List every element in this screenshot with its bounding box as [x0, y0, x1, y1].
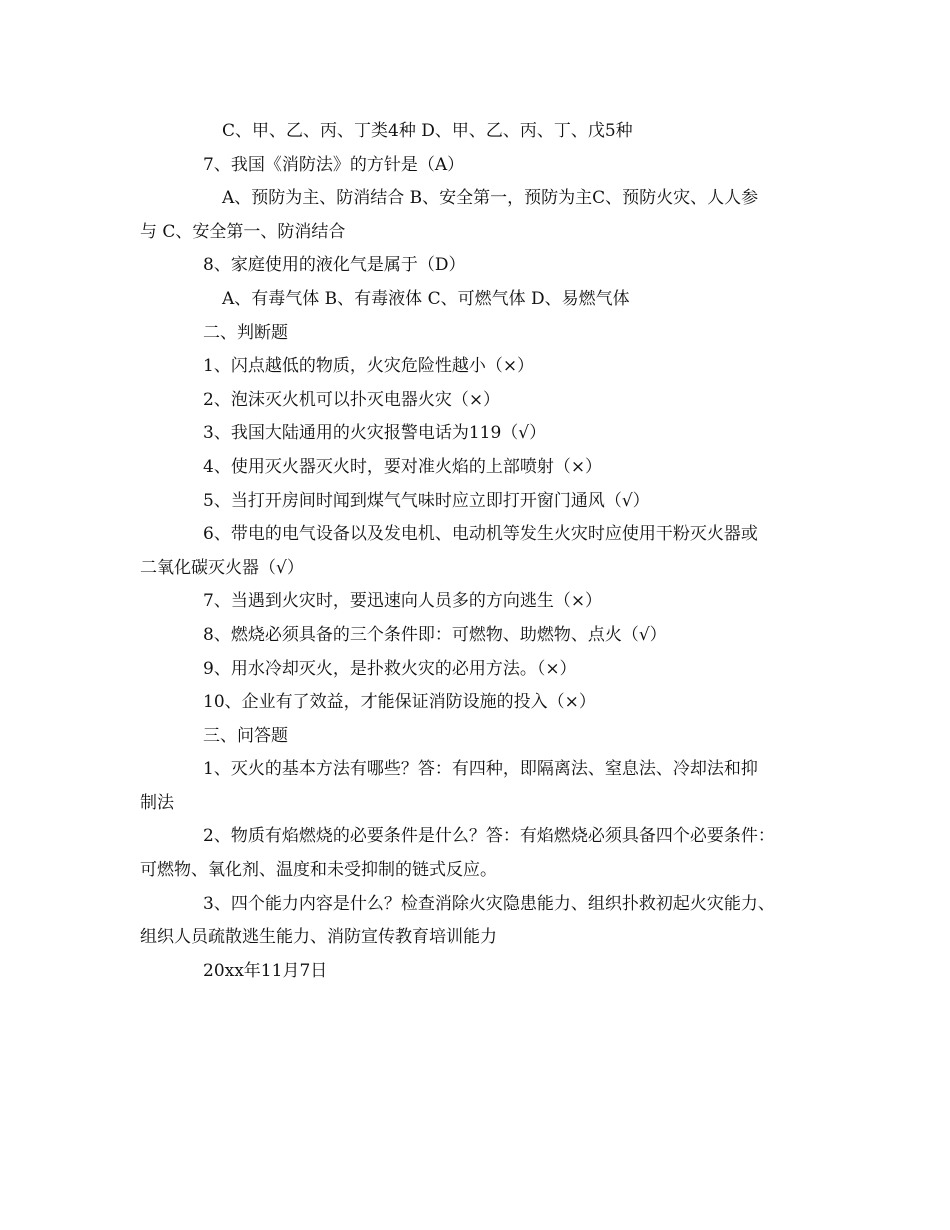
- document-date: 20xx年11月7日: [203, 960, 328, 981]
- document-body: [140, 115, 820, 988]
- judgment-item: 1、闪点越低的物质，火灾危险性越小（×）: [203, 356, 535, 377]
- judgment-item: 8、燃烧必须具备的三个条件即：可燃物、助燃物、点火（√）: [203, 624, 667, 645]
- question-line: 8、家庭使用的液化气是属于（D）: [203, 255, 466, 276]
- qa-item: 1、灭火的基本方法有哪些？答：有四种，即隔离法、窒息法、冷却法和抑: [203, 759, 758, 780]
- qa-item: 3、四个能力内容是什么？检查消除火灾隐患能力、组织扑救初起火灾能力、: [203, 893, 775, 914]
- judgment-item: 4、使用灭火器灭火时，要对准火焰的上部喷射（×）: [203, 456, 603, 477]
- judgment-item: 9、用水冷却灭火，是扑救火灾的必用方法。（×）: [203, 658, 577, 679]
- judgment-item: 6、带电的电气设备以及发电机、电动机等发生火灾时应使用干粉灭火器或: [203, 524, 758, 545]
- qa-item: 2、物质有焰燃烧的必要条件是什么？答：有焰燃烧必须具备四个必要条件：: [203, 826, 775, 847]
- option-line: A、预防为主、防消结合 B、安全第一，预防为主C、预防火灾、人人参: [222, 188, 759, 209]
- option-line: A、有毒气体 B、有毒液体 C、可燃气体 D、易燃气体: [222, 288, 630, 309]
- option-line-continuation: 与 C、安全第一、防消结合: [140, 221, 346, 242]
- option-line: C、甲、乙、丙、丁类4种 D、甲、乙、丙、丁、戊5种: [222, 121, 633, 141]
- qa-item-continuation: 制法: [140, 792, 174, 813]
- judgment-item-continuation: 二氧化碳灭火器（√）: [140, 557, 304, 578]
- judgment-item: 3、我国大陆通用的火灾报警电话为119（√）: [203, 423, 547, 444]
- qa-item-continuation: 可燃物、氧化剂、温度和未受抑制的链式反应。: [140, 860, 497, 881]
- judgment-item: 7、当遇到火灾时，要迅速向人员多的方向逃生（×）: [203, 591, 603, 612]
- question-line: 7、我国《消防法》的方针是（A）: [203, 154, 465, 175]
- section-heading: 二、判断题: [203, 322, 288, 343]
- judgment-item: 10、企业有了效益，才能保证消防设施的投入（×）: [203, 692, 596, 713]
- judgment-item: 2、泡沫灭火机可以扑灭电器火灾（×）: [203, 389, 501, 410]
- section-heading: 三、问答题: [203, 725, 288, 746]
- qa-item-continuation: 组织人员疏散逃生能力、消防宣传教育培训能力: [140, 927, 497, 948]
- judgment-item: 5、当打开房间时闻到煤气气味时应立即打开窗门通风（√）: [203, 490, 650, 511]
